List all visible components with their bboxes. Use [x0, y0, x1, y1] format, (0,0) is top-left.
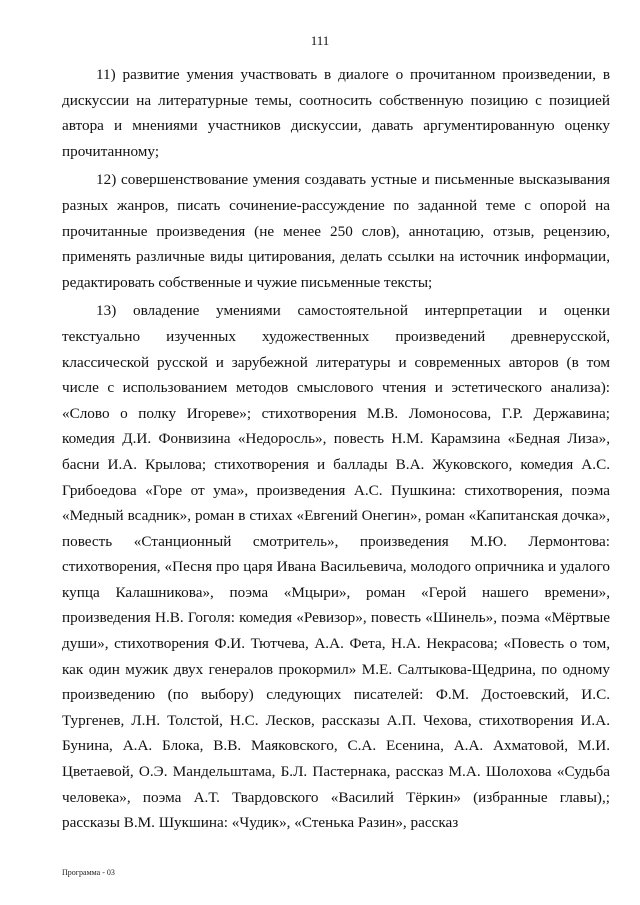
document-body: [62, 62, 610, 839]
paragraph-item-13: 13) овладение умениями самостоятельной интерпретации и оценки текстуально изученных художественных произведений древнерусской, классической русской и зарубежной литературы и современных авторов (в том числе с использованием методов смыслового чтения и эстетического анализа): «Слово о полку Игореве»; стихотворения М.В. Ломоносова, Г.Р. Державина; комедия Д.И. Фонвизина «Недоросль», повесть Н.М. Карамзина «Бедная Лиза», басни И.А. Крылова; стихотворения и баллады В.А. Жуковского, комедия А.С. Грибоедова «Горе от ума», произведения А.С. Пушкина: стихотворения, поэма «Медный всадник», роман в стихах «Евгений Онегин», роман «Капитанская дочка», повесть «Станционный смотритель», произведения М.Ю. Лермонтова: стихотворения, «Песня про царя Ивана Васильевича, молодого опричника и удалого купца Калашникова», поэма «Мцыри», роман «Герой нашего времени», произведения Н.В. Гоголя: комедия «Ревизор», повесть «Шинель», поэма «Мёртвые души», стихотворения Ф.И. Тютчева, А.А. Фета, Н.А. Некрасова; «Повесть о том, как один мужик двух генералов прокормил» М.Е. Салтыкова-Щедрина, по одному произведению (по выбору) следующих писателей: Ф.М. Достоевский, И.С. Тургенев, Л.Н. Толстой, Н.С. Лесков, рассказы А.П. Чехова, стихотворения И.А. Бунина, А.А. Блока, В.В. Маяковского, С.А. Есенина, А.А. Ахматовой, М.И. Цветаевой, О.Э. Мандельштама, Б.Л. Пастернака, рассказ М.А. Шолохова «Судьба человека», поэма А.Т. Твардовского «Василий Тёркин» (избранные главы),; рассказы В.М. Шукшина: «Чудик», «Стенька Разин», рассказ: [62, 302, 610, 832]
page-number: 111: [310, 33, 330, 48]
paragraph-item-11: 11) развитие умения участвовать в диалоге о прочитанном произведении, в дискуссии на литературные темы, соотносить собственную позицию с позицией автора и мнениями участников дискуссии, давать аргументированную оценку прочитанному;: [62, 66, 610, 160]
paragraph-item-12: 12) совершенствование умения создавать устные и письменные высказывания разных жанров, писать сочинение-рассуждение по заданной теме с опорой на прочитанные произведения (не менее 250 слов), аннотацию, отзыв, рецензию, применять различные виды цитирования, делать ссылки на источник информации, редактировать собственные и чужие письменные тексты;: [62, 171, 610, 291]
page-footer: Программа - 03: [62, 868, 115, 877]
